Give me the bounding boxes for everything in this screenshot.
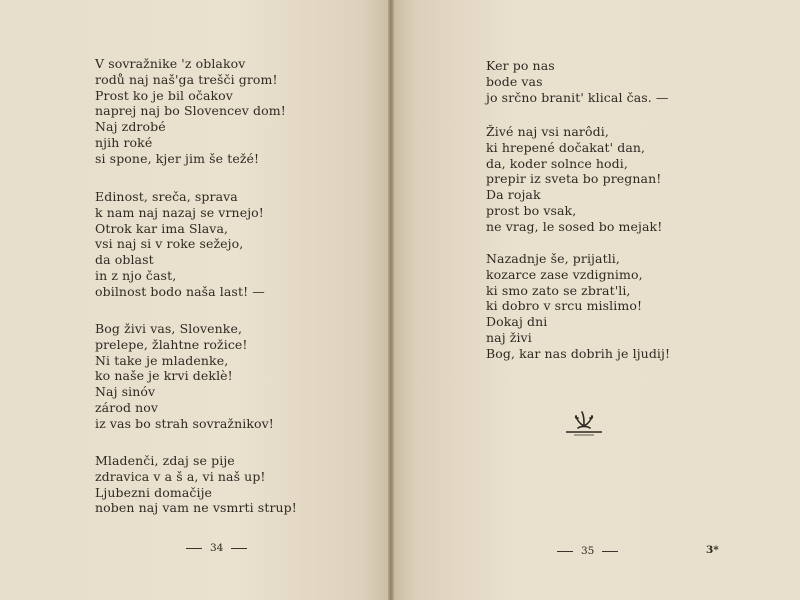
page-number: [549, 545, 626, 557]
verse-line: vsi naj si v roke sežejo,: [95, 236, 244, 252]
verse-line: noben naj vam ne vsmrti strup!: [95, 500, 297, 516]
verse-line: prost bo vsak,: [486, 202, 577, 218]
page-number-text: 34: [210, 542, 224, 554]
left-page: [0, 0, 392, 600]
folio-dash: [557, 551, 573, 552]
stanza: [95, 453, 297, 516]
verse-line: k nam naj nazaj se vrnejo!: [95, 204, 264, 220]
verse-line: njih roké: [95, 134, 153, 150]
verse-line: rodů naj naš'ga trešči grom!: [95, 71, 278, 87]
page-number-text: 35: [581, 545, 595, 557]
verse-line: in z njo čast,: [95, 267, 177, 283]
verse-line: zárod nov: [95, 399, 159, 415]
stanza: [486, 251, 670, 362]
verse-line: Naj sinóv: [95, 384, 156, 400]
verse-line: Otrok kar ima Slava,: [95, 220, 229, 236]
folio-dash: [186, 548, 202, 549]
verse-line: Mladenči, zdaj se pije: [95, 453, 235, 468]
book-gutter: [388, 0, 394, 600]
verse-line: Ni take je mladenke,: [95, 352, 229, 368]
verse-line: Nazadnje še, prijatli,: [486, 251, 620, 266]
verse-line: si spone, kjer jim še težé!: [95, 150, 260, 166]
verse-line: Naj zdrobé: [95, 119, 166, 135]
page-number: [178, 542, 255, 554]
folio-dash: [602, 551, 618, 552]
verse-line: bode vas: [486, 73, 543, 89]
verse-line: da oblast: [95, 252, 154, 268]
verse-line: da, koder solnce hodi,: [486, 155, 628, 171]
folio-dash: [231, 548, 247, 549]
stanza: [486, 124, 662, 235]
verse-line: naj živi: [486, 329, 532, 345]
verse-line: prepir iz sveta bo pregnan!: [486, 171, 662, 187]
verse-line: jo srčno branit' klical čas. —: [486, 89, 669, 105]
stanza: [95, 321, 274, 432]
verse-line: Da rojak: [486, 187, 541, 203]
stanza: [95, 56, 286, 167]
verse-line: ki hrepené dočakat' dan,: [486, 139, 646, 155]
verse-line: ko naše je krvi deklè!: [95, 368, 233, 384]
verse-line: Bog, kar nas dobrih je ljudij!: [486, 345, 671, 361]
verse-line: ki dobro v srcu mislimo!: [486, 298, 643, 314]
verse-line: V sovražnike 'z oblakov: [95, 56, 246, 71]
verse-line: kozarce zase vzdignimo,: [486, 266, 643, 282]
verse-line: prelepe, žlahtne rožice!: [95, 336, 248, 352]
verse-line: Ker po nas: [486, 58, 555, 73]
verse-line: obilnost bodo naša last! —: [95, 283, 265, 299]
verse-line: ne vrag, le sosed bo mejak!: [486, 218, 663, 234]
stanza: [486, 58, 669, 105]
verse-line: ki smo zato se zbrat'li,: [486, 282, 631, 298]
verse-line: Bog živi vas, Slovenke,: [95, 321, 243, 336]
verse-line: Ljubezni domačije: [95, 484, 213, 500]
right-page: [392, 0, 800, 600]
verse-line: Edinost, sreča, sprava: [95, 189, 238, 204]
verse-line: naprej naj bo Slovencev dom!: [95, 103, 286, 119]
verse-line: iz vas bo strah sovražnikov!: [95, 415, 274, 431]
verse-line: zdravica v a š a, vi naš up!: [95, 468, 266, 484]
verse-line: Prost ko je bil očakov: [95, 87, 233, 103]
signature-mark: 3*: [706, 544, 719, 556]
verse-line: Dokaj dni: [486, 314, 548, 330]
tail-piece-ornament-icon: [560, 408, 608, 438]
verse-line: Živé naj vsi narôdi,: [486, 124, 609, 139]
stanza: [95, 189, 265, 300]
